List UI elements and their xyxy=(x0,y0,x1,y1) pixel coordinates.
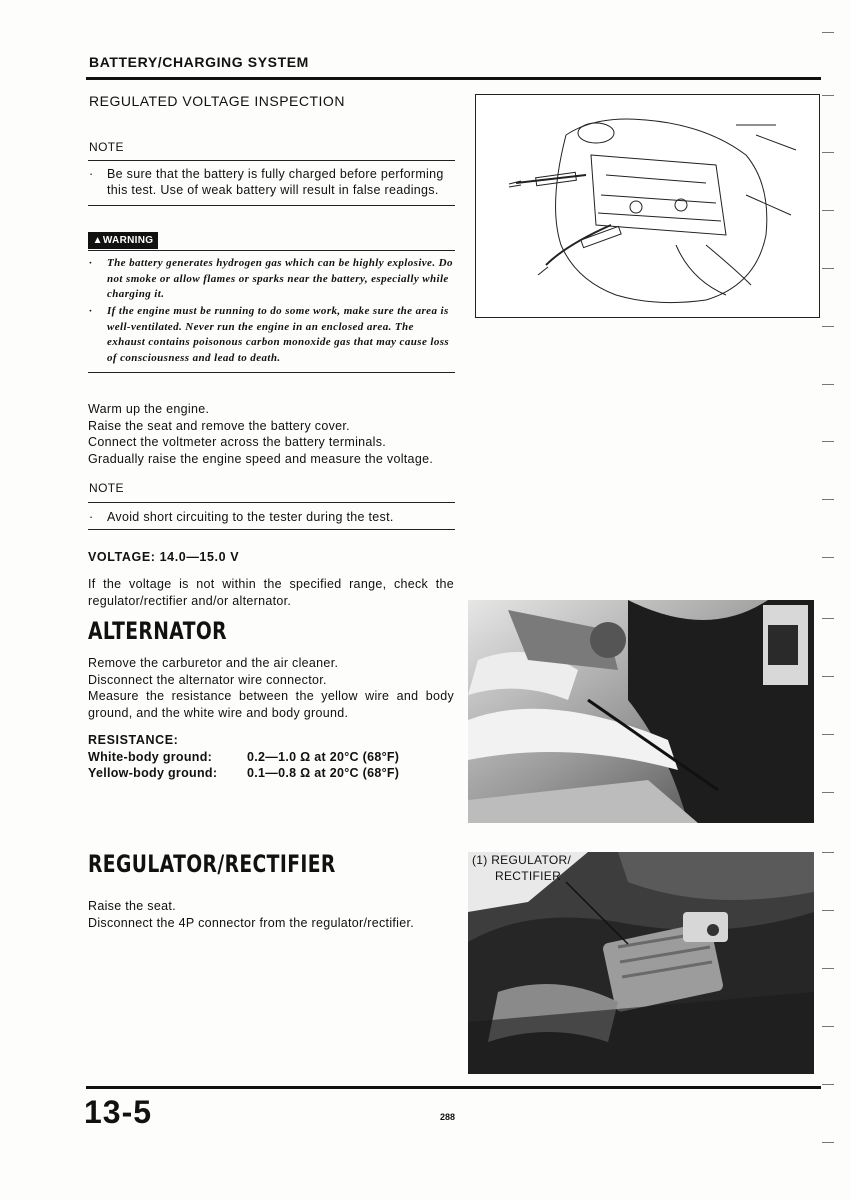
margin-mark xyxy=(822,152,834,153)
margin-mark xyxy=(822,618,834,619)
margin-mark xyxy=(822,326,834,327)
alternator-steps xyxy=(88,655,454,721)
regulator-callout: (1) REGULATOR/ RECTIFIER xyxy=(472,853,572,883)
resistance-row-value: 0.2—1.0 Ω at 20°C (68°F) xyxy=(247,750,400,764)
step: Measure the resistance between the yellow wire and body ground, and the white wire and body ground. xyxy=(88,689,454,720)
note-label: NOTE xyxy=(89,140,124,154)
section-title: BATTERY/CHARGING SYSTEM xyxy=(89,54,309,70)
margin-mark xyxy=(822,1084,834,1085)
regulator-steps xyxy=(88,898,454,931)
page-center-number: 288 xyxy=(440,1112,456,1122)
voltage-spec: VOLTAGE: 14.0—15.0 V xyxy=(88,550,240,564)
note-rule-bottom xyxy=(88,205,455,206)
note-rule-top xyxy=(88,502,455,503)
margin-mark xyxy=(822,676,834,677)
note-label: NOTE xyxy=(89,481,124,495)
warning-badge: ▲WARNING xyxy=(88,232,158,249)
voltage-followup: If the voltage is not within the specified range, check the regulator/rectifier and/or alternator. xyxy=(88,577,454,608)
resistance-row-label: White-body ground: xyxy=(88,750,213,764)
margin-mark xyxy=(822,499,834,500)
margin-mark xyxy=(822,910,834,911)
margin-mark xyxy=(822,1026,834,1027)
regulator-title: REGULATOR/RECTIFIER xyxy=(88,850,336,878)
margin-mark xyxy=(822,968,834,969)
margin-mark xyxy=(822,852,834,853)
alternator-photo xyxy=(468,600,814,823)
subsection-title: REGULATED VOLTAGE INSPECTION xyxy=(89,93,345,109)
step: Connect the voltmeter across the battery terminals. xyxy=(88,435,387,449)
note-item: · Avoid short circuiting to the tester during the test. xyxy=(89,510,394,524)
regulator-rectifier-photo xyxy=(468,852,814,1074)
note-rule-top xyxy=(88,160,455,161)
note-item: · Be sure that the battery is fully charged before performing this test. Use of weak battery will result in false readings. xyxy=(89,167,444,197)
note-rule-bottom xyxy=(88,529,455,530)
warning-item: · The battery generates hydrogen gas which can be highly explosive. Do not smoke or allow flames or sparks near the battery, especially while charging it. xyxy=(89,257,453,300)
warning-item: · If the engine must be running to do some work, make sure the area is well-ventilated. Never run the engine in an enclosed area. The exhaust contains poisonous carbon monoxide gas that may cause loss of consciousness and lead to death. xyxy=(89,305,450,364)
margin-mark xyxy=(822,1142,834,1143)
margin-mark xyxy=(822,441,834,442)
margin-mark xyxy=(822,210,834,211)
step: Remove the carburetor and the air cleaner. xyxy=(88,656,339,670)
margin-mark xyxy=(822,734,834,735)
step: Disconnect the alternator wire connector. xyxy=(88,672,327,687)
resistance-row-label: Yellow-body ground: xyxy=(88,766,218,780)
margin-mark xyxy=(822,268,834,269)
margin-mark xyxy=(822,384,834,385)
step: Warm up the engine. xyxy=(88,402,210,416)
margin-mark xyxy=(822,792,834,793)
resistance-label: RESISTANCE: xyxy=(88,733,179,747)
warning-rule-top xyxy=(88,250,455,251)
header-rule xyxy=(86,77,821,80)
warning-rule-bottom xyxy=(88,372,455,373)
footer-rule xyxy=(86,1086,821,1089)
alternator-title: ALTERNATOR xyxy=(88,617,227,645)
battery-voltmeter-figure xyxy=(475,94,820,318)
resistance-row-value: 0.1—0.8 Ω at 20°C (68°F) xyxy=(247,766,400,780)
step: Disconnect the 4P connector from the regulator/rectifier. xyxy=(88,915,415,930)
margin-mark xyxy=(822,32,834,33)
margin-mark xyxy=(822,95,834,96)
step: Raise the seat. xyxy=(88,899,176,913)
procedure-steps xyxy=(88,401,468,467)
step: Raise the seat and remove the battery cover. xyxy=(88,418,350,433)
step: Gradually raise the engine speed and measure the voltage. xyxy=(88,451,434,466)
margin-mark xyxy=(822,557,834,558)
page-number: 13-5 xyxy=(84,1094,153,1130)
